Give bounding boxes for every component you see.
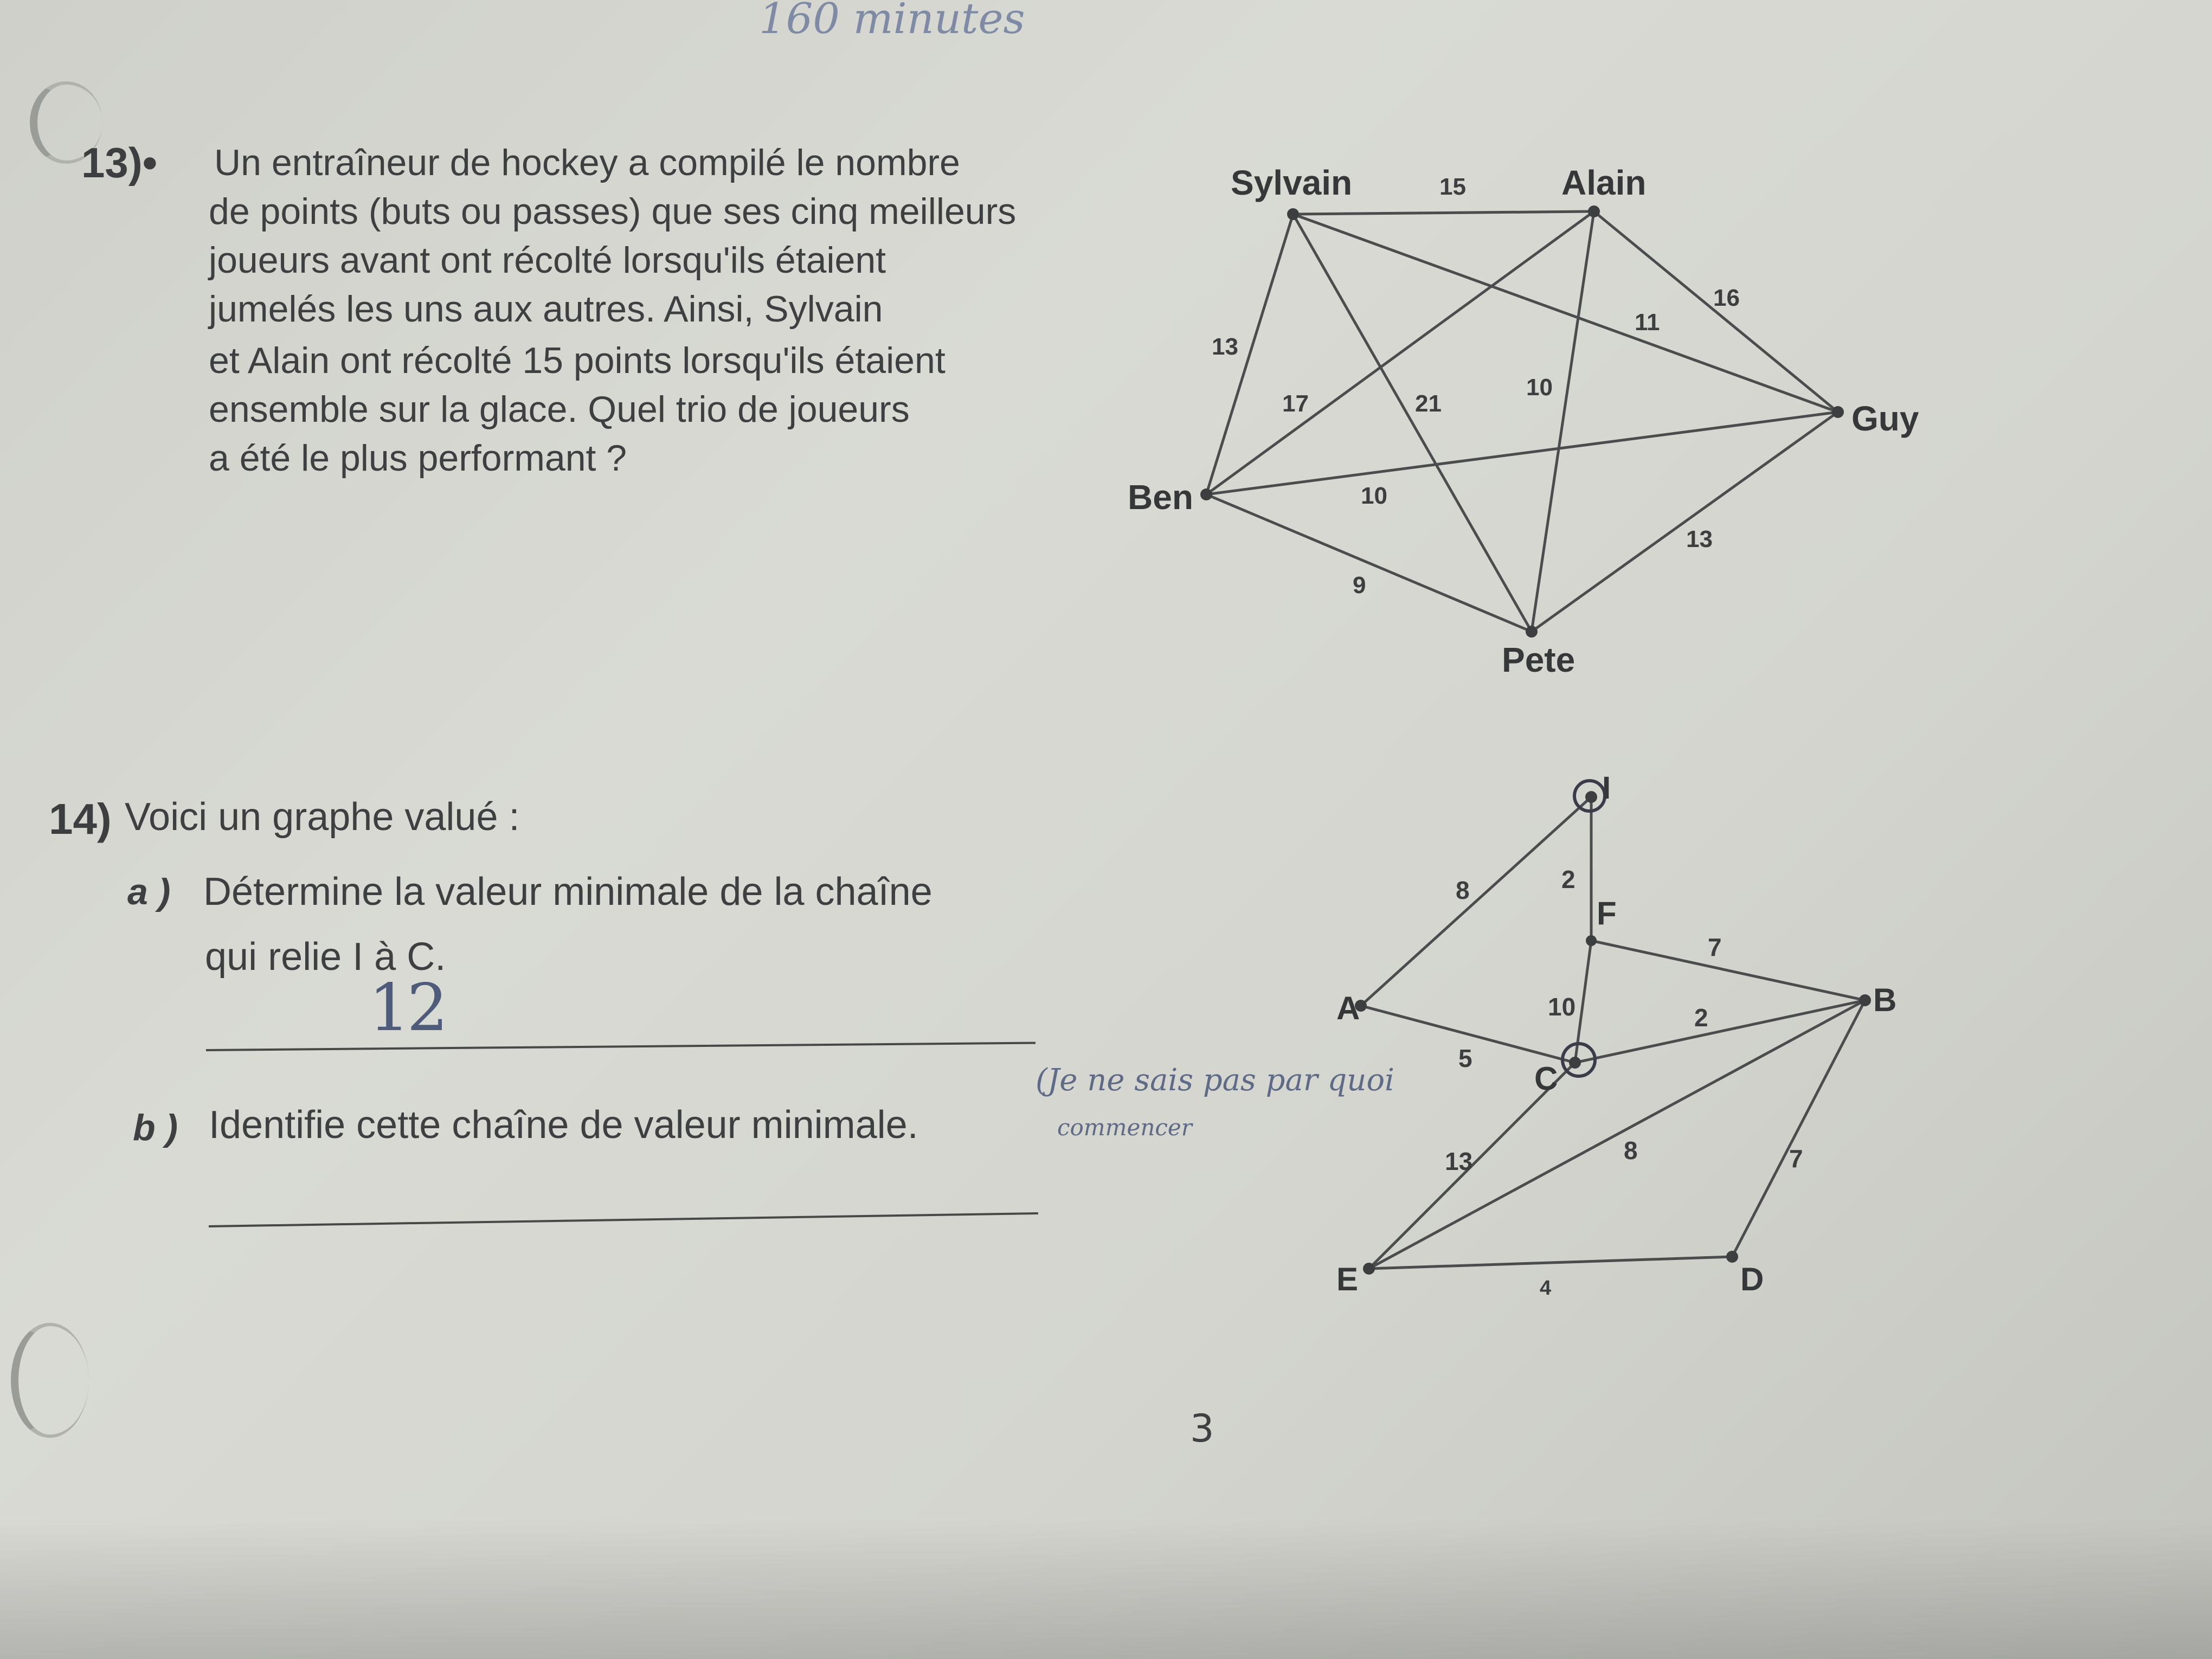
edge-c-b <box>1575 1000 1865 1063</box>
q13-line-7: a été le plus performant ? <box>209 438 627 479</box>
weight-i-a: 8 <box>1456 876 1470 904</box>
node-label-pete: Pete <box>1502 640 1576 679</box>
part-b-handwritten-note-1: (Je ne sais pas par quoi <box>1036 1063 1394 1098</box>
edge-b-d <box>1732 1000 1865 1257</box>
weight-f-c: 10 <box>1548 993 1576 1021</box>
node-label-d: D <box>1740 1261 1764 1297</box>
weight-f-b: 7 <box>1708 933 1722 961</box>
weight-ben-guy: 10 <box>1361 483 1387 509</box>
weight-sylvain-ben: 13 <box>1212 333 1238 360</box>
weight-ben-pete: 9 <box>1353 572 1366 599</box>
node-label-c: C <box>1534 1060 1558 1097</box>
q13-line-5: et Alain ont récolté 15 points lorsqu'ils étaient <box>209 340 946 381</box>
node-e-dot <box>1363 1263 1375 1275</box>
weight-guy-pete: 13 <box>1686 526 1713 552</box>
weight-e-b: 8 <box>1624 1136 1638 1165</box>
weight-i-f: 2 <box>1561 865 1576 893</box>
part-a-handwritten-answer: 12 <box>369 970 445 1046</box>
node-label-a: A <box>1336 990 1360 1026</box>
node-label-i: I <box>1602 770 1611 806</box>
part-b-handwritten-note-2: commencer <box>1057 1114 1192 1141</box>
weight-c-e: 13 <box>1445 1147 1473 1175</box>
node-label-ben: Ben <box>1128 478 1193 517</box>
node-label-sylvain: Sylvain <box>1231 163 1353 202</box>
node-label-f: F <box>1597 895 1617 931</box>
weight-e-d: 4 <box>1540 1277 1552 1300</box>
q13-line-2: de points (buts ou passes) que ses cinq meilleurs <box>209 191 1017 232</box>
weight-sylvain-alain: 15 <box>1439 173 1466 200</box>
weight-alain-guy: 16 <box>1713 285 1740 311</box>
node-b-dot <box>1859 994 1871 1006</box>
edge-e-d <box>1369 1257 1732 1269</box>
q13-line-3: joueurs avant ont récolté lorsqu'ils étaient <box>209 240 886 281</box>
part-a-marker: a ) <box>127 871 171 912</box>
weight-sylvain-guy: 11 <box>1635 309 1660 336</box>
weight-c-b: 2 <box>1694 1004 1708 1032</box>
question-14-intro: Voici un graphe valué : <box>125 795 520 839</box>
weight-b-d: 7 <box>1789 1144 1803 1173</box>
edge-i-a <box>1361 797 1591 1006</box>
q13-line-6: ensemble sur la glace. Quel trio de joueurs <box>209 389 910 430</box>
part-a-line-2: qui relie I à C. <box>205 935 446 979</box>
page-number: 3 <box>1190 1406 1214 1451</box>
node-label-e: E <box>1336 1261 1359 1297</box>
node-label-guy: Guy <box>1851 399 1919 438</box>
handwritten-header-note: 160 minutes <box>759 0 1025 43</box>
node-c-dot <box>1569 1057 1581 1069</box>
part-b-marker: b ) <box>133 1107 178 1148</box>
node-label-alain: Alain <box>1561 163 1647 202</box>
question-13-number: 13)• <box>81 139 158 187</box>
question-14-number: 14) <box>49 795 112 843</box>
q13-line-4: jumelés les uns aux autres. Ainsi, Sylvain <box>209 288 883 330</box>
q13-line-1: Un entraîneur de hockey a compilé le nombre <box>214 142 960 183</box>
weight-a-c: 5 <box>1458 1044 1472 1072</box>
weight-alain-ben: 17 <box>1282 390 1309 417</box>
node-f-dot <box>1586 935 1597 946</box>
part-b-text: Identifie cette chaîne de valeur minimale. <box>209 1103 918 1147</box>
node-label-b: B <box>1873 982 1897 1018</box>
edge-e-b <box>1369 1000 1865 1269</box>
node-i-dot <box>1585 791 1597 803</box>
node-d-dot <box>1726 1251 1738 1263</box>
edge-f-b <box>1591 941 1865 1000</box>
part-a-line-1: Détermine la valeur minimale de la chaîne <box>203 870 933 914</box>
weight-sylvain-pete: 21 <box>1415 390 1442 417</box>
weight-alain-pete: 10 <box>1526 374 1553 401</box>
